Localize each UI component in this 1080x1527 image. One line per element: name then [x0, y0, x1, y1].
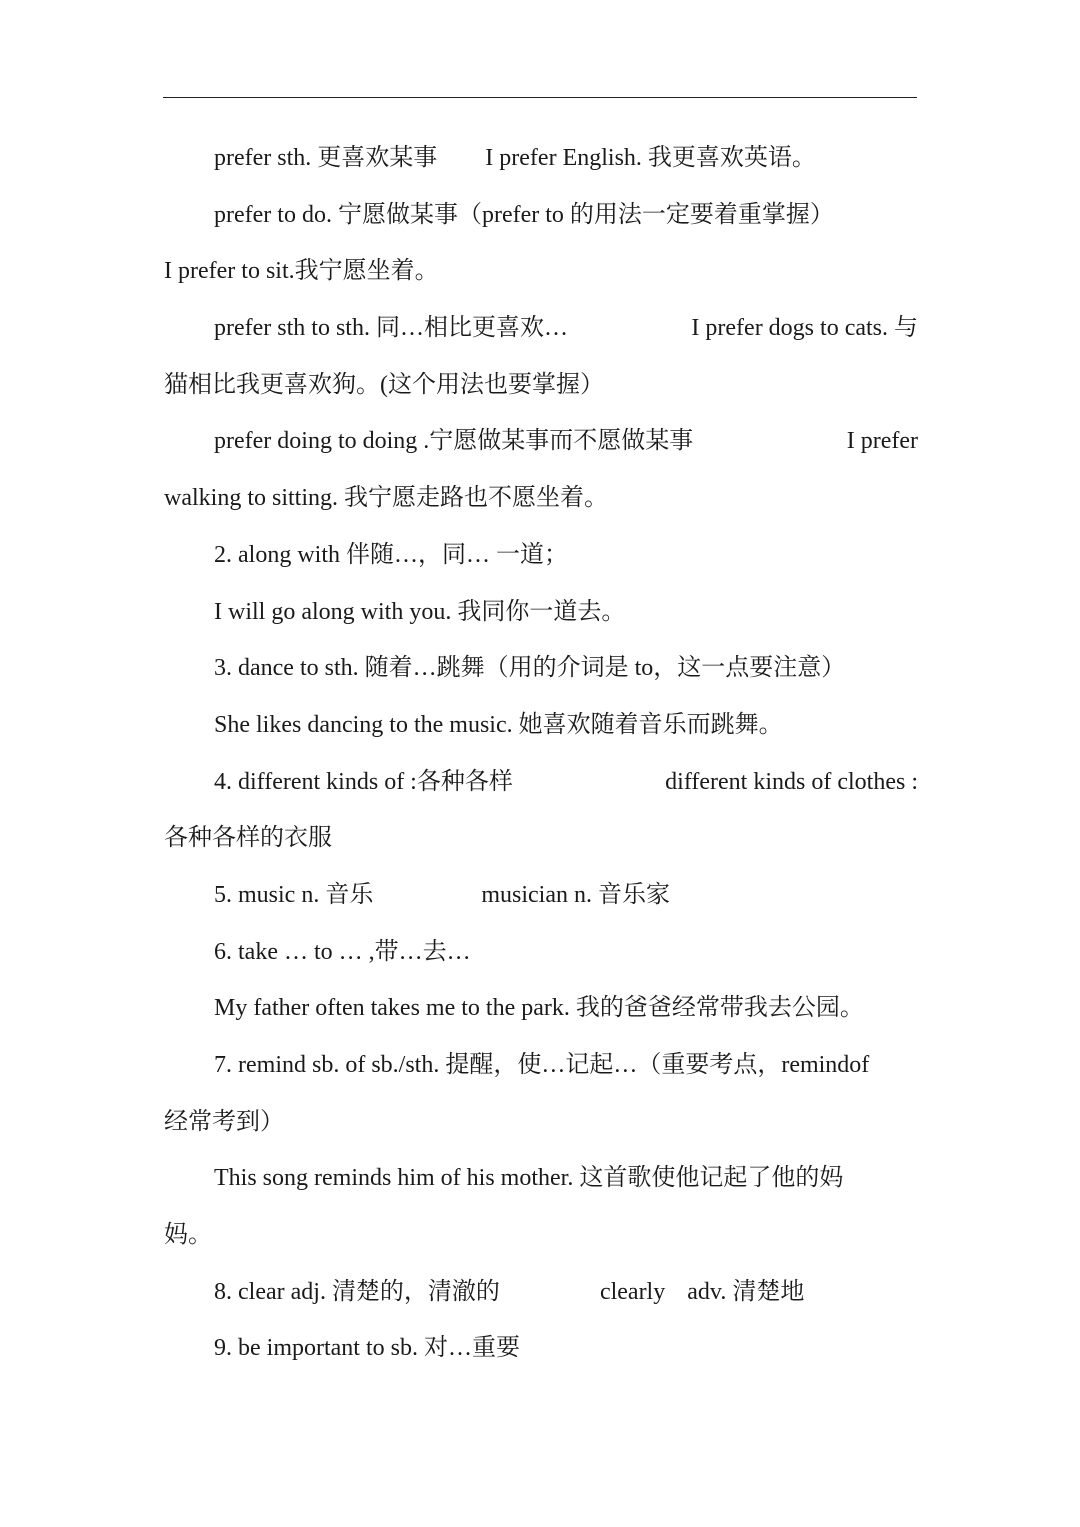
- text-line: [164, 754, 918, 811]
- text-segment: 经常考到）: [164, 1108, 284, 1135]
- text-line: [164, 1320, 918, 1377]
- text-segment: prefer sth to sth. 同…相比更喜欢…: [214, 315, 568, 342]
- text-segment: I prefer to sit.我宁愿坐着。: [164, 258, 439, 285]
- text-line: [164, 243, 918, 300]
- text-line: [164, 697, 918, 754]
- text-segment: My father often takes me to the park. 我的爸爸经常带我去公园。: [214, 995, 864, 1022]
- text-line: [164, 187, 918, 244]
- text-segment: 各种各样的衣服: [164, 825, 332, 852]
- text-segment: 3. dance to sth. 随着…跳舞（用的介词是 to，这一点要注意）: [214, 655, 846, 682]
- text-segment: prefer doing to doing .宁愿做某事而不愿做某事: [214, 428, 694, 455]
- text-segment: 2. along with 伴随…，同… 一道；: [214, 541, 568, 568]
- text-segment: different kinds of clothes :: [665, 768, 918, 795]
- text-line: [164, 1264, 918, 1321]
- text-line: [164, 1207, 918, 1264]
- text-segment: 4. different kinds of :各种各样: [214, 768, 513, 795]
- text-segment: prefer to do. 宁愿做某事（prefer to 的用法一定要着重掌握）: [214, 201, 834, 228]
- text-segment: 9. be important to sb. 对…重要: [214, 1335, 520, 1362]
- text-line: [164, 867, 918, 924]
- text-line: [164, 1094, 918, 1151]
- document-body: [164, 130, 918, 1377]
- text-line: [164, 924, 918, 981]
- text-segment: 7. remind sb. of sb./sth. 提醒，使…记起…（重要考点，remindof: [214, 1052, 870, 1078]
- text-line: [164, 527, 918, 584]
- text-segment: 猫相比我更喜欢狗。(这个用法也要掌握）: [164, 371, 604, 398]
- text-segment: I prefer: [846, 428, 918, 455]
- text-line: [164, 300, 918, 357]
- text-segment: 5. music n. 音乐: [214, 881, 374, 908]
- text-segment: 6. take … to … ,带…去…: [214, 938, 471, 965]
- text-segment: She likes dancing to the music. 她喜欢随着音乐而跳舞。: [214, 711, 783, 738]
- text-segment: This song reminds him of his mother. 这首歌使他记起了他的妈: [214, 1165, 844, 1192]
- text-segment: 妈。: [164, 1222, 212, 1249]
- text-segment: I prefer dogs to cats. 与: [691, 315, 918, 342]
- text-segment: musician n. 音乐家: [481, 881, 670, 908]
- header-rule: [163, 97, 917, 98]
- text-line: [164, 1037, 918, 1094]
- text-line: [164, 810, 918, 867]
- text-line: [164, 470, 918, 527]
- text-segment: walking to sitting. 我宁愿走路也不愿坐着。: [164, 485, 608, 512]
- text-line: [164, 413, 918, 470]
- text-line: [164, 357, 918, 414]
- text-segment: prefer sth. 更喜欢某事: [214, 145, 438, 171]
- text-line: [164, 640, 918, 697]
- text-segment: clearly: [599, 1278, 666, 1305]
- text-line: [164, 1150, 918, 1207]
- text-line: [164, 584, 918, 641]
- text-line: [164, 130, 918, 187]
- text-segment: I prefer English. 我更喜欢英语。: [485, 145, 816, 171]
- text-segment: 8. clear adj. 清楚的，清澈的: [214, 1278, 500, 1305]
- text-line: [164, 980, 918, 1037]
- text-segment: I will go along with you. 我同你一道去。: [214, 598, 626, 625]
- text-segment: adv. 清楚地: [687, 1278, 805, 1305]
